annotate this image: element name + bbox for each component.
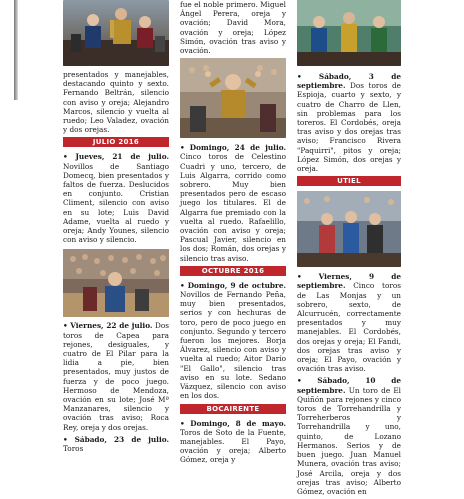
photo-toreros-group-image xyxy=(297,0,401,66)
entry-date: Domingo, 24 de julio. xyxy=(189,143,286,153)
entry-date: Viernes, 22 de julio. xyxy=(70,321,153,331)
photo-torero-carried xyxy=(63,0,169,66)
entry-date: Sábado, 23 de julio. xyxy=(74,434,169,444)
entry-9-septiembre xyxy=(297,272,401,373)
col2-intro: fue el noble primero. Miguel Ángel Perera, oreja y ovación; David Mora, ovación y oreja; López Simón, ovación tras aviso y ovación. xyxy=(180,0,286,56)
column-2 xyxy=(180,0,286,468)
entry-text: Novillos de Santiago Domecq, bien presentados y faltos de fuerza. Deslucidos en conjunto. Cristian Climent, silencio con aviso en su lote; Luis David Adame, vuelta al ruedo y oreja; Andy Younes, silencio con aviso y silencio. xyxy=(63,161,169,245)
entry-text: Un toro de El Quiñón para rejones y cinco toros de Torrehandrilla y Torreherberos y Torrehandrilla y uno, quinto, de Lozano Hermanos. Serios y de buen juego. Juan Manuel Munera, ovación tras aviso; José Arcila, oreja y dos orejas tras aviso; Alberto Gómez, ovación en xyxy=(297,385,401,496)
bullet: • xyxy=(63,321,68,331)
photo-utiel-toreros-image xyxy=(297,191,401,267)
section-band-utiel: UTIEL xyxy=(297,176,401,186)
bullet: • xyxy=(297,376,302,386)
entry-text: Dos toros de Espioja, cuarto y sexto, y cuatro de Charro de Llen, sin problemas para los toreros. El Cordobés, oreja tras aviso y dos orejas tras aviso; Francisco Rivera "Paquirri", pitos y oreja; López Simón, dos orejas y oreja. xyxy=(297,81,401,174)
entry-date: Sábado, 3 de septiembre. xyxy=(297,72,401,91)
photo-toreros-group xyxy=(297,0,401,66)
column-3 xyxy=(297,0,401,499)
entry-date: Sábado, 10 de septiembre. xyxy=(297,376,401,395)
entry-text: Toros xyxy=(63,444,84,454)
bullet: • xyxy=(180,418,185,428)
column-1 xyxy=(63,0,169,456)
bullet: • xyxy=(297,72,302,81)
bullet: • xyxy=(63,152,68,162)
entry-text: Novillos de Fernando Peña, muy bien presentados, serios y con hechuras de toro, pero de poco juego en conjunto. Segundo y tercero fueron los mejores. Borja Álvarez, silencio con aviso y vuelta al ruedo; Aitor Darío "El Gallo", silencio tras aviso en su lote. Sedano Vázquez, silencio con aviso en los dos. xyxy=(180,290,286,401)
section-band-octubre-2016: OCTUBRE 2016 xyxy=(180,266,286,276)
page-fold-shadow xyxy=(14,0,18,100)
entry-text: Dos toros de Capea para rejones, desiguales, y cuatro de El Pilar para la lidia a pie, bien presentados, muy justos de fuerza y de poco juego. Hermoso de Mendoza, ovación en su lote; José Mª Manzanares, silencio y ovación tras aviso; Roca Rey, oreja y dos orejas. xyxy=(63,321,170,432)
col1-intro: presentados y manejables, destacando quinto y sexto. Fernando Beltrán, silencio con aviso y oreja; Alejandro Marcos, silencio y vuelta al ruedo; Leo Valadez, ovación y dos orejas. xyxy=(63,70,169,135)
entry-8-mayo xyxy=(180,419,286,465)
entry-date: Domingo, 8 de mayo. xyxy=(190,418,286,428)
entry-date: Viernes, 9 de septiembre. xyxy=(297,272,401,291)
photo-utiel-toreros xyxy=(297,191,401,267)
entry-3-septiembre xyxy=(297,72,401,173)
photo-torero-triumph-image xyxy=(180,58,286,138)
section-band-julio-2016: JULIO 2016 xyxy=(63,137,169,147)
entry-date: Domingo, 9 de octubre. xyxy=(187,280,286,290)
entry-date: Jueves, 21 de julio. xyxy=(75,152,169,162)
entry-text: Cinco toros de Celestino Cuadri y uno, tercero, de Luis Algarra, corrido como sobrero. Muy bien presentados pero de escaso juego los titulares. El de Algarra fue premiado con la vuelta al ruedo. Rafaelillo, ovación con aviso y oreja; Pascual Javier, silencio en los dos; Román, dos orejas y silencio tras aviso. xyxy=(180,152,286,263)
photo-torero-triumph xyxy=(180,58,286,138)
entry-22-julio xyxy=(63,321,169,431)
entry-9-octubre xyxy=(180,281,286,401)
entry-text: Cinco toros de Las Monjas y un sobrero, sexto, de Alcurrucén, correctamente presentados y muy manejables. El Cordobés, dos orejas y oreja; El Fandi, dos orejas tras aviso y oreja; El Payo, ovación y ovación tras aviso. xyxy=(297,281,401,374)
entry-21-julio xyxy=(63,152,169,244)
bullet: • xyxy=(297,272,302,282)
photo-bullring-crowd-image xyxy=(63,249,169,317)
entry-24-julio xyxy=(180,143,286,263)
bullet: • xyxy=(180,143,185,153)
photo-torero-carried-image xyxy=(63,0,169,66)
entry-23-julio xyxy=(63,435,169,453)
bullet: • xyxy=(63,434,68,444)
bullet: • xyxy=(180,280,185,290)
entry-10-septiembre xyxy=(297,376,401,496)
section-band-bocairente: BOCAIRENTE xyxy=(180,404,286,414)
photo-bullring-crowd xyxy=(63,249,169,317)
entry-text: Toros de Soto de la Fuente, manejables. El Payo, ovación y oreja; Alberto Gómez, oreja y xyxy=(180,427,286,465)
